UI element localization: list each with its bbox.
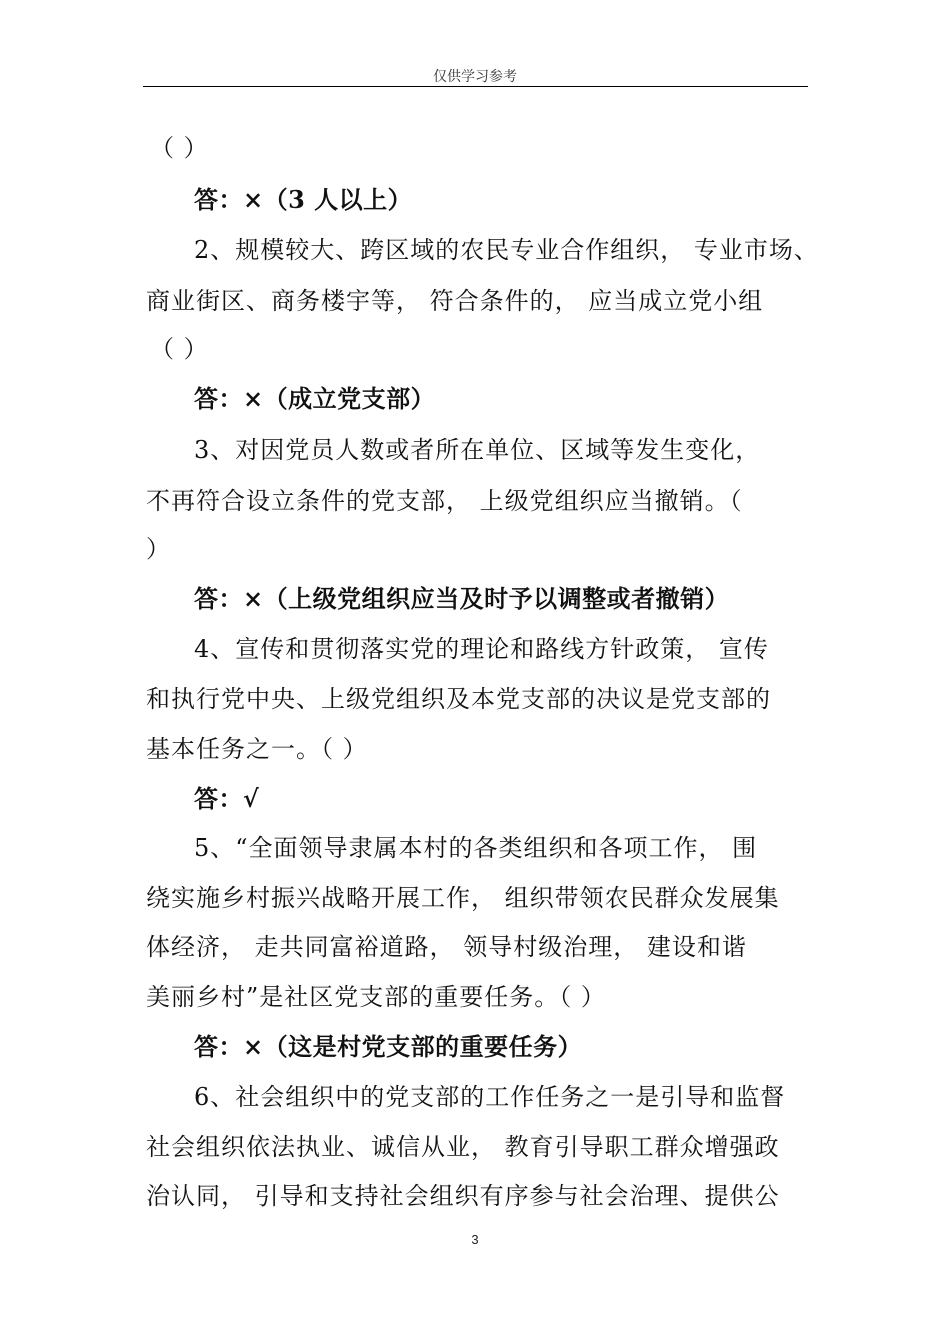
text-line: 6、社会组织中的党支部的工作任务之一是引导和监督 xyxy=(194,1083,786,1111)
answer-line: 答：×（上级党组织应当及时予以调整或者撤销） xyxy=(194,584,730,613)
answer-line: 答：×（3 人以上） xyxy=(194,185,413,214)
text-line: 和执行党中央、上级党组织及本党支部的决议是党支部的 xyxy=(146,685,771,713)
text-line: 基本任务之一。（ ） xyxy=(146,735,368,763)
text-line: 绕实施乡村振兴战略开展工作， 组织带领农民群众发展集 xyxy=(146,884,780,912)
text-line: 4、宣传和贯彻落实党的理论和路线方针政策， 宣传 xyxy=(194,635,769,663)
text-line: （ ） xyxy=(150,335,209,363)
text-line: 5、“全面领导隶属本村的各类组织和各项工作， 围 xyxy=(194,834,758,862)
text-line: （ ） xyxy=(150,134,209,162)
page-number: 3 xyxy=(471,1232,479,1247)
answer-line: 答：√ xyxy=(194,784,260,813)
text-line: 商业街区、商务楼宇等， 符合条件的， 应当成立党小组 xyxy=(146,287,764,315)
text-line: 2、规模较大、跨区域的农民专业合作组织， 专业市场、 xyxy=(194,236,819,264)
text-line: 3、对因党员人数或者所在单位、区域等发生变化， xyxy=(194,436,761,464)
header-rule xyxy=(143,86,808,87)
text-line: 治认同， 引导和支持社会组织有序参与社会治理、提供公 xyxy=(146,1182,780,1210)
answer-line: 答：×（成立党支部） xyxy=(194,384,436,413)
text-line: ） xyxy=(146,535,171,563)
text-line: 不再符合设立条件的党支部， 上级党组织应当撤销。（ xyxy=(146,487,743,515)
answer-line: 答：×（这是村党支部的重要任务） xyxy=(194,1032,583,1061)
text-line: 美丽乡村”是社区党支部的重要任务。（ ） xyxy=(146,983,606,1011)
header-text: 仅供学习参考 xyxy=(433,69,517,85)
text-line: 社会组织依法执业、诚信从业， 教育引导职工群众增强政 xyxy=(146,1133,780,1161)
text-line: 体经济， 走共同富裕道路， 领导村级治理， 建设和谐 xyxy=(146,933,747,961)
